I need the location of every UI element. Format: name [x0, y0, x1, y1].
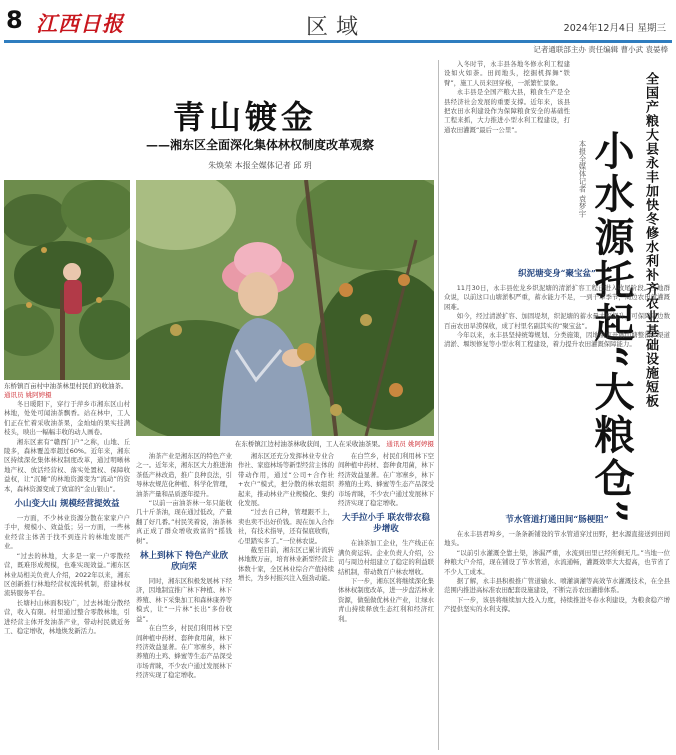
page-number: 8	[6, 6, 23, 34]
paragraph: 长塘村山林面积较广，过去林地分散经营，收入有限。村里通过整合零散林地，引进经营主体开发油茶产业，带动村民就近务工、稳定增收，林地焕发新活力。	[4, 598, 130, 635]
paragraph: 在白竺乡，村民们利用林下空间种植中药材、套种食用菌，林下经济效益显著。在广寒寨乡，林下养殖的土鸡、蜂蜜等生态产品深受市场青睐，不少农户通过发展林下经济实现了稳定增收。	[136, 624, 232, 680]
paragraph: 如今，经过清淤扩容、加固堤坝，织泥塘的蓄水量大幅提升，可保障周边数百亩农田旱涝保收，成了村里名副其实的“聚宝盆”。	[444, 312, 670, 330]
photo-oil-tea-harvest-main	[136, 180, 434, 436]
right-kicker: 全国产粮大县永丰加快冬修水利补齐农业基础设施短板	[643, 72, 658, 408]
paragraph: 据了解，永丰县积极推广管道输水、喷灌滴灌等高效节水灌溉技术，在全县范围内推进高标准农田配套设施建设，不断完善农田灌排体系。	[444, 577, 670, 595]
article-column-4	[338, 452, 434, 750]
main-byline: 朱焕荣 本报全媒体记者 邱 玥	[208, 161, 312, 170]
paragraph: 湘东区还充分发挥林业专业合作社、家庭林场等新型经营主体的带动作用，通过“公司+合作社+农户”模式，把分散的林农组织起来，推动林业产业规模化、集约化发展。	[238, 452, 334, 508]
main-headline: 青山镀金	[172, 98, 317, 136]
editor-credits: 记者通联部主办 责任编辑 曹小武 袁晏棒	[533, 45, 668, 54]
paragraph: 下一步，该县将继续加大投入力度，持续推进冬春水利建设，为粮食稳产增产提供坚实的水利支撑。	[444, 595, 670, 614]
article-column-1	[4, 400, 130, 750]
paragraph: 11月30日，永丰县佐龙乡织泥塘的清淤扩容工程已进入收尾阶段。当地群众说，以前这口山塘淤积严重，蓄水能力不足，一到干旱季节，周边农田就灌溉困难。	[444, 284, 670, 311]
column-divider	[438, 60, 439, 750]
paragraph: 一方面，不少林业资源分散在家家户户手中，规模小、效益低；另一方面，一些林业经营主体苦于找不到连片的林地发展产业。	[4, 514, 130, 551]
photo-small-caption-text: 东桥镇百亩村中油茶林里村民们的收油茶。	[4, 382, 128, 390]
paragraph: 湘东区素有“赣西门户”之称，山地、丘陵多，森林覆盖率超过60%。近年来，湘东区持续深化集体林权制度改革，通过明晰林地产权、放活经营权、落实处置权、保障收益权，让“沉睡”的林地资源变为“流动”的资本，森林资源变成了致富的“金山银山”。	[4, 437, 130, 493]
paragraph: “过去的林地，大多是一家一户零散经营，既难形成规模，也难实现效益。”湘东区林业局相关负责人介绍，2022年以来，湘东区创新推行林地经营权流转机制，搭建林权流转服务平台。	[4, 551, 130, 598]
right-column-1	[444, 264, 670, 506]
photo-oil-tea-harvest-small	[4, 180, 130, 380]
section-subhead: 织泥塘变身“聚宝盆”	[518, 269, 596, 279]
paragraph: 在永丰县君埠乡，一条条新铺设的节水管道穿过田野，把水源直接送到田间地头。	[444, 530, 670, 548]
paragraph: 下一步，湘东区将继续深化集体林权制度改革，进一步盘活林业资源，做强做优林业产业，让绿水青山持续释放生态红利和经济红利。	[338, 577, 434, 623]
paragraph: 今年以来，永丰县坚持统筹规划、分类施策，因地制宜开展山塘整治、渠道清淤、堰坝修复等小型水利工程建设，着力提升农田灌溉保障能力。	[444, 331, 670, 349]
header-divider	[4, 40, 672, 43]
section-subhead: 小山变大山 规模经营提效益	[14, 499, 120, 510]
paragraph: 在白竺乡，村民们利用林下空间种植中药材、套种食用菌，林下经济效益显著。在广寒寨乡，林下养殖的土鸡、蜂蜜等生态产品深受市场青睐，不少农户通过发展林下经济实现了稳定增收。	[338, 452, 434, 508]
paragraph: 同时，湘东区积极发展林下经济，因地制宜推广林下种植、林下养殖、林下采集加工和森林康养等模式，让“一片林”长出“多份收益”。	[136, 577, 232, 623]
right-headline: 小水源托起“大粮仓”	[588, 130, 635, 527]
right-column-2	[444, 510, 670, 750]
paragraph: 油茶产业是湘东区的特色产业之一。近年来，湘东区大力推进油茶低产林改造，推广良种良法，引导林农规范化种植、科学化管理，油茶产量和品质逐年提升。	[136, 452, 232, 498]
issue-date: 2024年12月4日 星期三	[563, 23, 666, 34]
paragraph: 在油茶加工企业，生产线正在满负荷运转。企业负责人介绍，公司与周边村组建立了稳定的利益联结机制，带动数百户林农增收。	[338, 539, 434, 576]
section-title: 区域	[306, 15, 367, 40]
photo-big-caption-text: 在东桥镇江边村油茶林收获间，工人在采收油茶果。	[234, 440, 385, 448]
paragraph: “过去自己种，管理跟不上，卖也卖不出好价钱。现在加入合作社，有技术指导，还有保底收购，心里踏实多了。”一位林农说。	[238, 508, 334, 545]
photo-credit: 通讯员 姚阿婷摄	[4, 391, 52, 399]
paragraph: “以前一亩油茶林一年只能收几十斤茶油，现在通过低改，产量翻了好几番。”村民笑着说，油茶林真正成了群众增收致富的“摇钱树”。	[136, 499, 232, 545]
paragraph: “以前引水灌溉全靠土渠，渗漏严重，水流到田里已经所剩无几。”当地一位种粮大户介绍，现在铺设了节水管道，水流通畅，灌溉效率大大提高，也节省了不少人工成本。	[444, 548, 670, 576]
article-column-2	[136, 452, 232, 750]
right-intro-column	[444, 60, 570, 260]
photo-small-caption	[4, 382, 130, 400]
paragraph: 截至目前，湘东区已累计流转林地数万亩，培育林业新型经营主体数十家，全区林业综合产值持续增长，为乡村振兴注入强劲动能。	[238, 546, 334, 583]
section-subhead: 林上到林下 特色产业欣欣向荣	[140, 551, 228, 573]
photo-big-credit: 通讯员 姚阿婷摄	[386, 440, 434, 448]
paragraph: 入冬时节，永丰县各地冬修水利工程建设如火如荼。田间地头，挖掘机挥舞“铁臂”，施工人员来回穿梭，一派繁忙景象。	[444, 60, 570, 87]
section-subhead: 大手拉小手 联农带农稳步增收	[342, 513, 430, 535]
right-byline: 本报全媒体记者 袁梦宇	[578, 140, 587, 218]
photo-big-caption	[200, 440, 434, 449]
paragraph: 永丰县是全国产粮大县，粮食生产是全县经济社会发展的重要支撑。近年来，该县把农田水利建设作为保障粮食安全的基础性工程来抓，大力推进小型水利工程建设，打通农田灌溉“最后一公里”。	[444, 88, 570, 134]
main-subheadline: ——湘东区全面深化集体林权制度改革观察	[145, 138, 374, 152]
section-subhead: 节水管道打通田间“肠梗阻”	[505, 515, 609, 525]
masthead	[0, 0, 676, 52]
article-column-3	[238, 452, 334, 750]
newspaper-logo: 江西日报	[36, 11, 124, 36]
paragraph: 冬日暖阳下，穿行于萍乡市湘东区山村林地，处处可闻油茶飘香。站在林中，工人们正在忙着采收油茶果，金灿灿的果实挂满枝头，映出一幅幅丰收的动人画卷。	[4, 400, 130, 437]
